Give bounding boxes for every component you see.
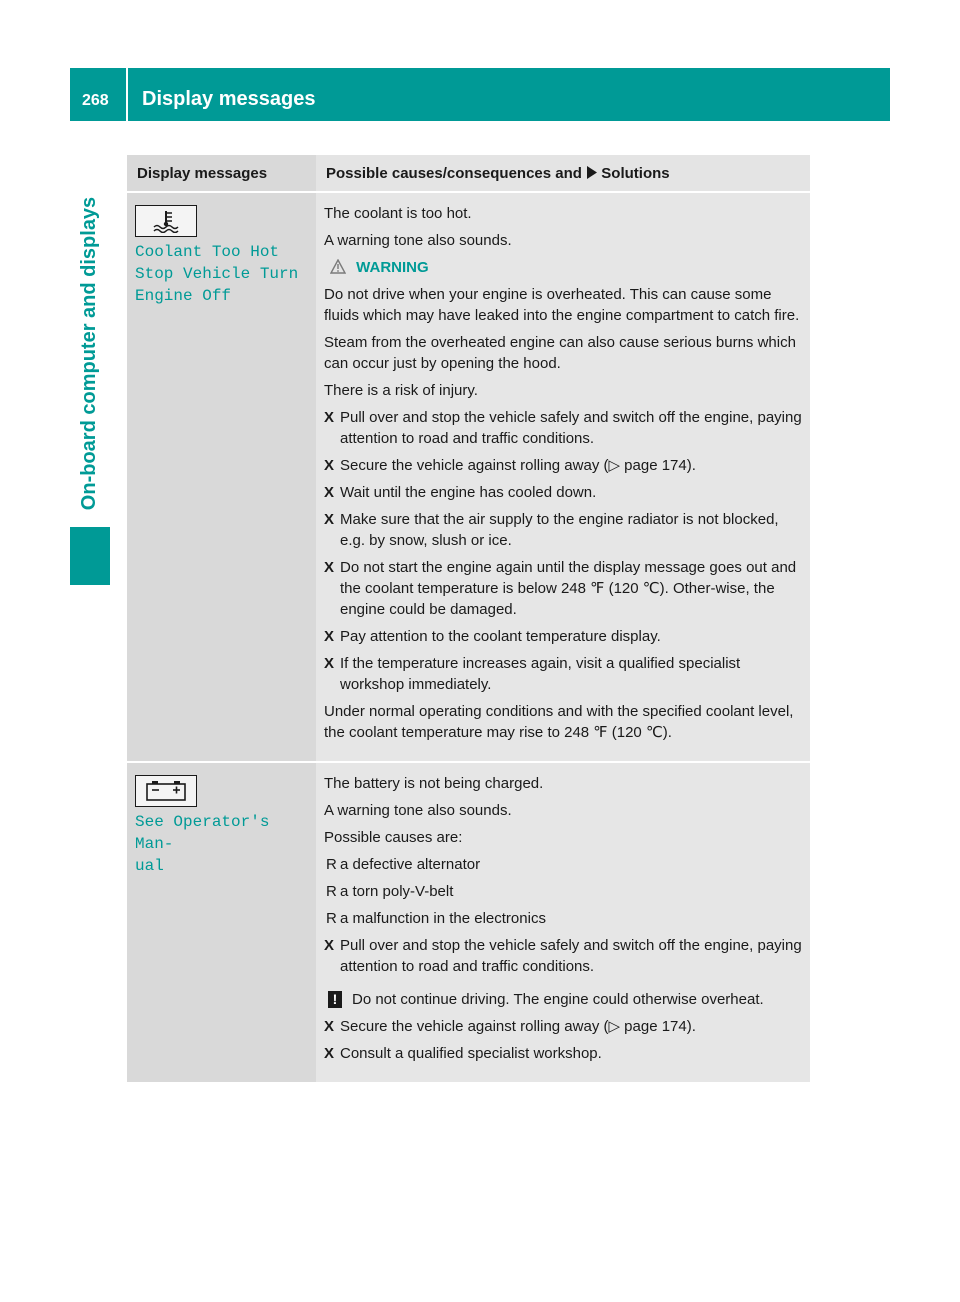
coolant-message: Coolant Too Hot Stop Vehicle Turn Engine Off	[135, 243, 299, 305]
arrow-right-icon	[586, 166, 597, 179]
solution-cell: The coolant is too hot. A warning tone also sounds. WARNING Do not drive when your engine is overheated. This can cause some fluids which may have leaked into the engine compartment to catch fire. Steam from the overheated engine can also cause serious burns which can occur just by opening the hood. There is a risk of injury. X Pull over and stop the vehicle safely and switch off the engine, paying attention to road and traffic conditions. X Secure the vehicle against rolling away (▷ page 174). X Wait until the engine has cooled down. X Make sure that the air supply to the engine radiator is not blocked, e.g. by snow, slush or ice. X Do not start the engine again until the display message goes out and the coolant temperature is below 248 ℉ (120 ℃). Other-wise, the engine could be damaged. X Pay attention to the coolant temperature display. X If the temperature increases again, visit a qualified specialist workshop immediately. Under normal operating conditions and with the specified coolant level, the coolant temperature may rise to 248 ℉ (120 ℃).	[316, 192, 810, 762]
bullet-marker-icon: R	[326, 856, 337, 873]
table-row	[127, 762, 810, 1082]
step-marker-icon: X	[324, 457, 335, 474]
note-item: ! Do not continue driving. The engine could otherwise overheat.	[324, 989, 802, 1010]
side-tab-label: On-board computer and displays	[78, 196, 101, 511]
bullet-item: R a defective alternator	[326, 856, 481, 873]
step-item: X Do not start the engine again until the display message goes out and the coolant temperature is below 248 ℉ (120 ℃). Other-wise, the engine could be damaged.	[324, 559, 797, 618]
step-item: X Secure the vehicle against rolling away (▷ page 174).	[324, 457, 696, 474]
bullet-item: R a torn poly-V-belt	[326, 883, 454, 900]
table-row	[127, 192, 810, 762]
side-tab-marker	[70, 527, 110, 585]
step-item: X Pull over and stop the vehicle safely and switch off the engine, paying attention to road and traffic conditions.	[324, 937, 802, 975]
page-title: Display messages	[142, 88, 316, 110]
display-messages-table	[127, 155, 810, 1082]
battery-icon	[135, 775, 197, 807]
step-item: X Make sure that the air supply to the engine radiator is not blocked, e.g. by snow, slush or ice.	[324, 511, 779, 549]
step-marker-icon: X	[324, 1045, 335, 1062]
table-header-row	[127, 155, 810, 192]
battery-message: See Operator's Man‐ ual	[135, 813, 270, 875]
step-marker-icon: X	[324, 1018, 335, 1035]
step-item: X Wait until the engine has cooled down.	[324, 484, 597, 501]
page-header	[70, 68, 890, 121]
step-marker-icon: X	[324, 409, 335, 426]
message-cell	[127, 762, 316, 1082]
step-item: X If the temperature increases again, visit a qualified specialist workshop immediately.	[324, 655, 741, 693]
header-separator	[126, 68, 128, 121]
side-tab	[70, 122, 110, 585]
step-marker-icon: X	[324, 655, 335, 672]
page-number: 268	[82, 92, 109, 109]
warning-heading: WARNING	[324, 257, 802, 278]
bullet-item: R a malfunction in the electronics	[326, 910, 546, 927]
step-item: X Consult a qualified specialist workshop.	[324, 1045, 602, 1062]
step-item: X Pay attention to the coolant temperature display.	[324, 628, 661, 645]
step-item: X Pull over and stop the vehicle safely and switch off the engine, paying attention to road and traffic conditions.	[324, 409, 802, 447]
step-marker-icon: X	[324, 628, 335, 645]
message-cell	[127, 192, 316, 762]
col-header-solutions: Possible causes/consequences and Solutions	[316, 155, 810, 192]
step-marker-icon: X	[324, 937, 335, 954]
step-marker-icon: X	[324, 559, 335, 576]
step-marker-icon: X	[324, 511, 335, 528]
exclamation-icon: !	[328, 991, 342, 1008]
solution-cell: The battery is not being charged. A warning tone also sounds. Possible causes are: R a defective alternator R a torn poly-V-belt R a malfunction in the electronics X Pull over and stop the vehicle safely and switch off the engine, paying attention to road and traffic conditions. ! Do not continue driving. The engine could otherwise overheat. X Secure the vehicle against rolling away (▷ page 174). X Consult a qualified specialist workshop.	[316, 762, 810, 1082]
col-header-display-messages: Display messages	[127, 155, 316, 192]
warning-triangle-icon	[330, 259, 346, 274]
step-marker-icon: X	[324, 484, 335, 501]
bullet-marker-icon: R	[326, 883, 337, 900]
step-item: X Secure the vehicle against rolling away (▷ page 174).	[324, 1018, 696, 1035]
coolant-temperature-icon	[135, 205, 197, 237]
bullet-marker-icon: R	[326, 910, 337, 927]
